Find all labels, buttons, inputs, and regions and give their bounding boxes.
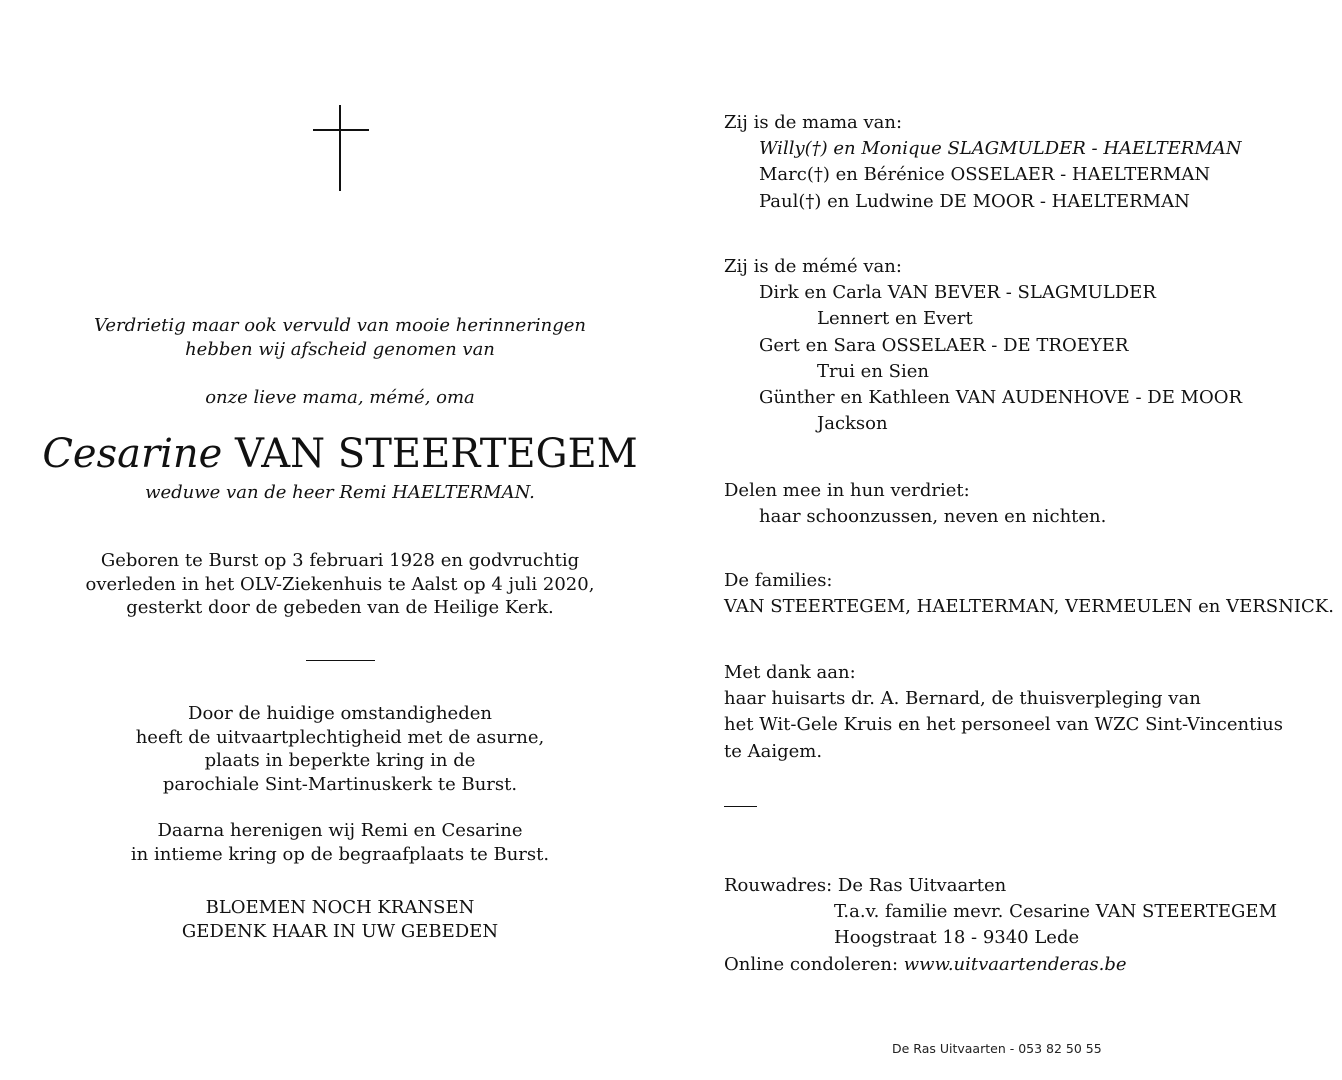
great-grandchildren: Jackson — [817, 413, 888, 435]
child-couple: Willy(†) en Monique SLAGMULDER - HAELTERMAN — [759, 138, 1242, 160]
closing-line: GEDENK HAAR IN UW GEBEDEN — [181, 920, 499, 942]
section-heading: Delen mee in hun verdriet: — [724, 480, 970, 501]
section-heading: Zij is de mama van: — [724, 112, 903, 133]
share-line: haar schoonzussen, neven en nichten. — [759, 506, 1107, 528]
birth-line: gesterkt door de gebeden van de Heilige Kerk. — [126, 597, 554, 618]
mama-section — [724, 110, 1242, 215]
first-name: Cesarine — [42, 431, 223, 477]
share-section — [724, 478, 1106, 530]
reunite-text — [40, 819, 640, 866]
reunite-line: Daarna herenigen wij Remi en Cesarine — [157, 820, 523, 841]
widow-line: weduwe van de heer Remi HAELTERMAN. — [145, 482, 535, 503]
intro-text — [40, 314, 640, 361]
cross-vertical-bar — [339, 105, 341, 191]
families-section — [724, 568, 1334, 620]
online-label: Online condoleren: — [724, 953, 904, 975]
section-heading: De families: — [724, 570, 833, 591]
online-condolence — [724, 952, 1277, 978]
section-heading: Met dank aan: — [724, 662, 856, 683]
thanks-line: te Aaigem. — [724, 740, 823, 762]
ceremony-line: parochiale Sint-Martinuskerk te Burst. — [162, 773, 518, 795]
website-link[interactable]: www.uitvaartenderas.be — [903, 953, 1127, 975]
great-grandchildren: Trui en Sien — [817, 360, 929, 382]
ceremony-line: plaats in beperkte kring in de — [204, 750, 476, 771]
relation-text — [40, 386, 640, 410]
separator-line — [306, 660, 375, 661]
grandchild-couple: Gert en Sara OSSELAER - DE TROEYER — [759, 334, 1129, 356]
birth-death-text — [40, 549, 640, 620]
ceremony-line: Door de huidige omstandigheden — [188, 703, 492, 724]
separator-line — [724, 806, 757, 807]
address-label: Rouwadres: De Ras Uitvaarten — [724, 875, 1007, 896]
child-couple: Marc(†) en Bérénice OSSELAER - HAELTERMAN — [759, 164, 1211, 186]
families-line: VAN STEERTEGEM, HAELTERMAN, VERMEULEN en VERSNICK. — [724, 596, 1334, 618]
cross-horizontal-bar — [313, 129, 369, 131]
address-section — [724, 873, 1277, 978]
reunite-line: in intieme kring op de begraafplaats te Burst. — [130, 843, 550, 865]
thanks-line: haar huisarts dr. A. Bernard, de thuisverpleging van — [724, 688, 1201, 710]
ceremony-line: heeft de uitvaartplechtigheid met de asurne, — [135, 726, 545, 748]
great-grandchildren: Lennert en Evert — [817, 308, 973, 330]
widow-text — [40, 481, 640, 505]
relation-line: onze lieve mama, mémé, oma — [205, 387, 475, 408]
ceremony-text — [40, 702, 640, 796]
section-heading: Zij is de mémé van: — [724, 256, 902, 277]
footer-contact: De Ras Uitvaarten - 053 82 50 55 — [892, 1041, 1102, 1056]
intro-line: hebben wij afscheid genomen van — [185, 338, 495, 360]
last-name: VAN STEERTEGEM — [235, 431, 638, 477]
thanks-line: het Wit-Gele Kruis en het personeel van WZC Sint-Vincentius — [724, 714, 1283, 736]
grandchild-couple: Dirk en Carla VAN BEVER - SLAGMULDER — [759, 282, 1156, 304]
thanks-section — [724, 660, 1283, 765]
birth-line: overleden in het OLV-Ziekenhuis te Aalst op 4 juli 2020, — [85, 573, 595, 595]
birth-line: Geboren te Burst op 3 februari 1928 en godvruchtig — [100, 550, 580, 571]
closing-line: BLOEMEN NOCH KRANSEN — [205, 897, 475, 918]
meme-section — [724, 254, 1242, 437]
child-couple: Paul(†) en Ludwine DE MOOR - HAELTERMAN — [759, 190, 1190, 212]
grandchild-couple: Günther en Kathleen VAN AUDENHOVE - DE MOOR — [759, 387, 1243, 409]
address-line: T.a.v. familie mevr. Cesarine VAN STEERTEGEM — [834, 901, 1277, 923]
closing-text — [40, 896, 640, 943]
intro-line: Verdrietig maar ook vervuld van mooie herinneringen — [94, 315, 586, 336]
deceased-name — [40, 430, 640, 478]
address-line: Hoogstraat 18 - 9340 Lede — [834, 927, 1080, 949]
